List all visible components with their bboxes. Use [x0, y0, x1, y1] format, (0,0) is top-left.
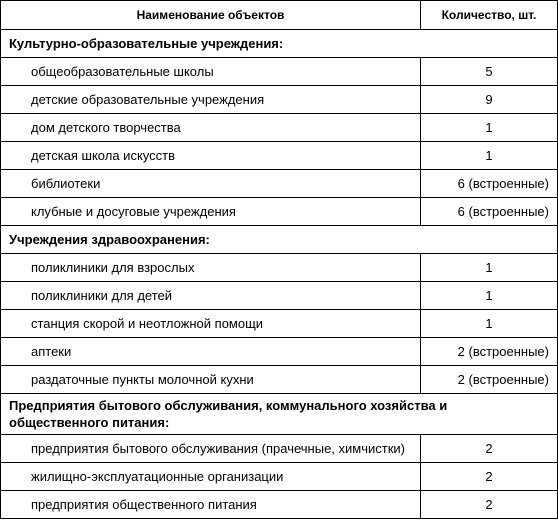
- table-row: [1, 366, 558, 394]
- row-name: поликлиники для взрослых: [1, 254, 421, 282]
- table-row: [1, 282, 558, 310]
- row-name: дом детского творчества: [1, 114, 421, 142]
- row-quantity: 1: [421, 142, 558, 170]
- section-row-health: [1, 226, 558, 254]
- table-row: [1, 86, 558, 114]
- table-row: [1, 491, 558, 519]
- header-row: [1, 1, 558, 30]
- row-quantity: 6 (встроенные): [421, 198, 558, 226]
- row-name: предприятия общественного питания: [1, 491, 421, 519]
- header-name: Наименование объектов: [1, 1, 421, 30]
- table-row: [1, 142, 558, 170]
- row-name: общеобразовательные школы: [1, 58, 421, 86]
- table-row: [1, 463, 558, 491]
- row-quantity: 2: [421, 491, 558, 519]
- row-name: детские образовательные учреждения: [1, 86, 421, 114]
- row-name: поликлиники для детей: [1, 282, 421, 310]
- row-quantity: 9: [421, 86, 558, 114]
- row-name: клубные и досуговые учреждения: [1, 198, 421, 226]
- row-quantity: 2: [421, 435, 558, 463]
- row-name: станция скорой и неотложной помощи: [1, 310, 421, 338]
- header-quantity: Количество, шт.: [421, 1, 558, 30]
- row-quantity: 5: [421, 58, 558, 86]
- table-row: [1, 58, 558, 86]
- table-row: [1, 310, 558, 338]
- table-row: [1, 198, 558, 226]
- row-name: детская школа искусств: [1, 142, 421, 170]
- row-name: библиотеки: [1, 170, 421, 198]
- row-name: предприятия бытового обслуживания (прачечные, химчистки): [1, 435, 421, 463]
- row-name: аптеки: [1, 338, 421, 366]
- row-quantity: 1: [421, 310, 558, 338]
- section-title: Культурно-образовательные учреждения:: [1, 30, 558, 58]
- table-row: [1, 254, 558, 282]
- row-quantity: 1: [421, 282, 558, 310]
- table-row: [1, 338, 558, 366]
- section-title: Предприятия бытового обслуживания, коммунального хозяйства и общественного питания:: [1, 394, 558, 435]
- table-row: [1, 114, 558, 142]
- table-row: [1, 170, 558, 198]
- row-quantity: 2 (встроенные): [421, 338, 558, 366]
- row-quantity: 2 (встроенные): [421, 366, 558, 394]
- row-name: раздаточные пункты молочной кухни: [1, 366, 421, 394]
- row-quantity: 6 (встроенные): [421, 170, 558, 198]
- row-quantity: 2: [421, 463, 558, 491]
- row-name: жилищно-эксплуатационные организации: [1, 463, 421, 491]
- row-quantity: 1: [421, 254, 558, 282]
- section-row-services: [1, 394, 558, 435]
- section-row-culture: [1, 30, 558, 58]
- table-row: [1, 435, 558, 463]
- row-quantity: 1: [421, 114, 558, 142]
- section-title: Учреждения здравоохранения:: [1, 226, 558, 254]
